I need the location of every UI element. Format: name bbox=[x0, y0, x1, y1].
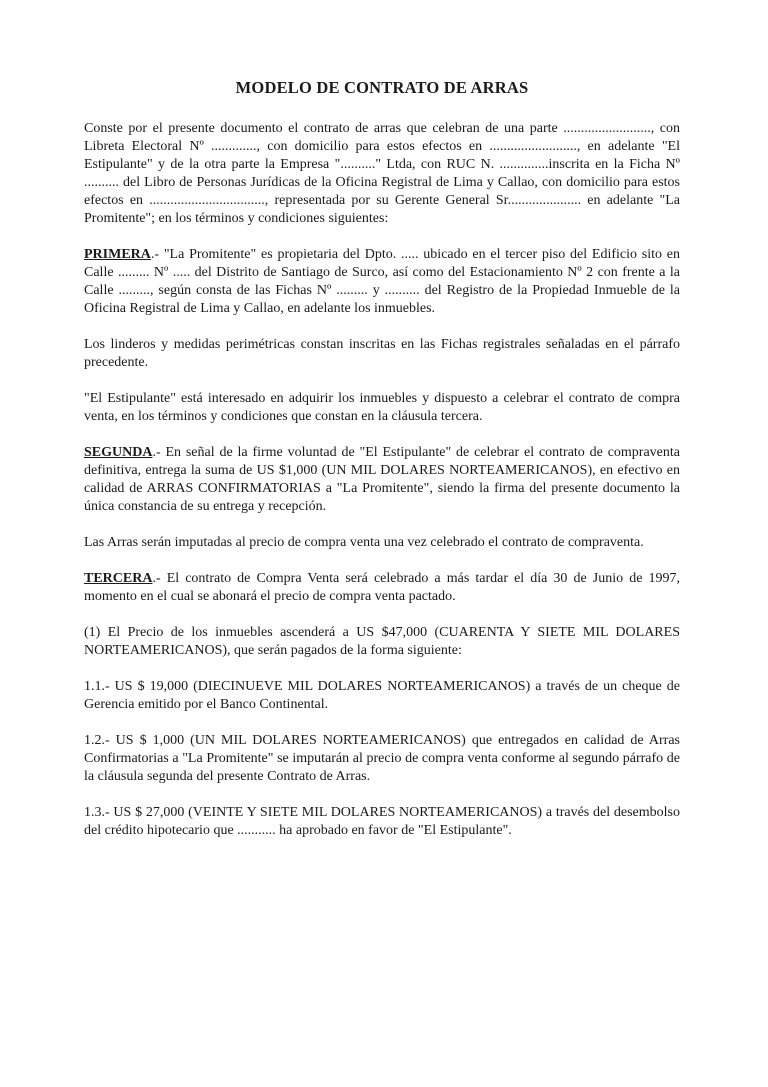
clause-segunda bbox=[84, 444, 680, 516]
clause-tercera bbox=[84, 570, 680, 606]
paragraph-intro bbox=[84, 120, 680, 228]
paragraph-text: 1.3.- US $ 27,000 (VEINTE Y SIETE MIL DOLARES NORTEAMERICANOS) a través del desembolso del crédito hipotecario que ........... ha aprobado en favor de "El Estipulante". bbox=[84, 805, 680, 838]
clause-heading: TERCERA bbox=[84, 571, 153, 586]
paragraph-arras-imputadas bbox=[84, 534, 680, 552]
paragraph-pago-1-1 bbox=[84, 678, 680, 714]
paragraph-text: 1.2.- US $ 1,000 (UN MIL DOLARES NORTEAMERICANOS) que entregados en calidad de Arras Confirmatorias a "La Promitente" se imputarán al precio de compra venta conforme al segundo párrafo de la cláusula segunda del presente Contrato de Arras. bbox=[84, 733, 680, 784]
document-title: MODELO DE CONTRATO DE ARRAS bbox=[235, 78, 529, 97]
paragraph-text: Los linderos y medidas perimétricas constan inscritas en las Fichas registrales señaladas en el párrafo precedente. bbox=[84, 337, 680, 370]
paragraph-text: (1) El Precio de los inmuebles ascenderá a US $47,000 (CUARENTA Y SIETE MIL DOLARES NORTEAMERICANOS), que serán pagados de la forma siguiente: bbox=[84, 625, 680, 658]
paragraph-pago-1-2 bbox=[84, 732, 680, 786]
paragraph-text: .- En señal de la firme voluntad de "El Estipulante" de celebrar el contrato de compraventa definitiva, entrega la suma de US $1,000 (UN MIL DOLARES NORTEAMERICANOS), en efectivo en calidad de ARRAS CONFIRMATORIAS a "La Promitente", siendo la firma del presente documento la única constancia de su entrega y recepción. bbox=[84, 445, 680, 514]
clause-primera bbox=[84, 246, 680, 318]
paragraph-text: .- "La Promitente" es propietaria del Dpto. ..... ubicado en el tercer piso del Edificio sito en Calle ......... Nº ..... del Distrito de Santiago de Surco, así como del Estacionamiento Nº 2 con frente a la Calle ........., según consta de las Fichas Nº ......... y .......... del Registro de la Propiedad Inmueble de la Oficina Registral de Lima y Callao, en adelante los inmuebles. bbox=[84, 247, 680, 316]
paragraph-estipulante-interes bbox=[84, 390, 680, 426]
paragraph-linderos bbox=[84, 336, 680, 372]
paragraph-text: "El Estipulante" está interesado en adquirir los inmuebles y dispuesto a celebrar el contrato de compra venta, en los términos y condiciones que constan en la cláusula tercera. bbox=[84, 391, 680, 424]
document-page bbox=[84, 78, 680, 858]
clause-heading: PRIMERA bbox=[84, 247, 151, 262]
paragraph-text: Las Arras serán imputadas al precio de compra venta una vez celebrado el contrato de compraventa. bbox=[84, 535, 644, 550]
paragraph-text: 1.1.- US $ 19,000 (DIECINUEVE MIL DOLARES NORTEAMERICANOS) a través de un cheque de Gerencia emitido por el Banco Continental. bbox=[84, 679, 680, 712]
paragraph-text: .- El contrato de Compra Venta será celebrado a más tardar el día 30 de Junio de 1997, momento en el cual se abonará el precio de compra venta pactado. bbox=[84, 571, 680, 604]
paragraph-precio bbox=[84, 624, 680, 660]
clause-heading: SEGUNDA bbox=[84, 445, 153, 460]
paragraph-text: Conste por el presente documento el contrato de arras que celebran de una parte ........................., con Libreta Electoral Nº ............., con domicilio para estos efectos en ........................., en adelante "El Estipulante" y de la otra parte la Empresa ".........." Ltda, con RUC N. ..............inscrita en la Ficha Nº .......... del Libro de Personas Jurídicas de la Oficina Registral de Lima y Callao, con domicilio para estos efectos en ................................., representada por su Gerente General Sr..................... en adelante "La Promitente"; en los términos y condiciones siguientes: bbox=[84, 121, 680, 226]
paragraph-pago-1-3 bbox=[84, 804, 680, 840]
